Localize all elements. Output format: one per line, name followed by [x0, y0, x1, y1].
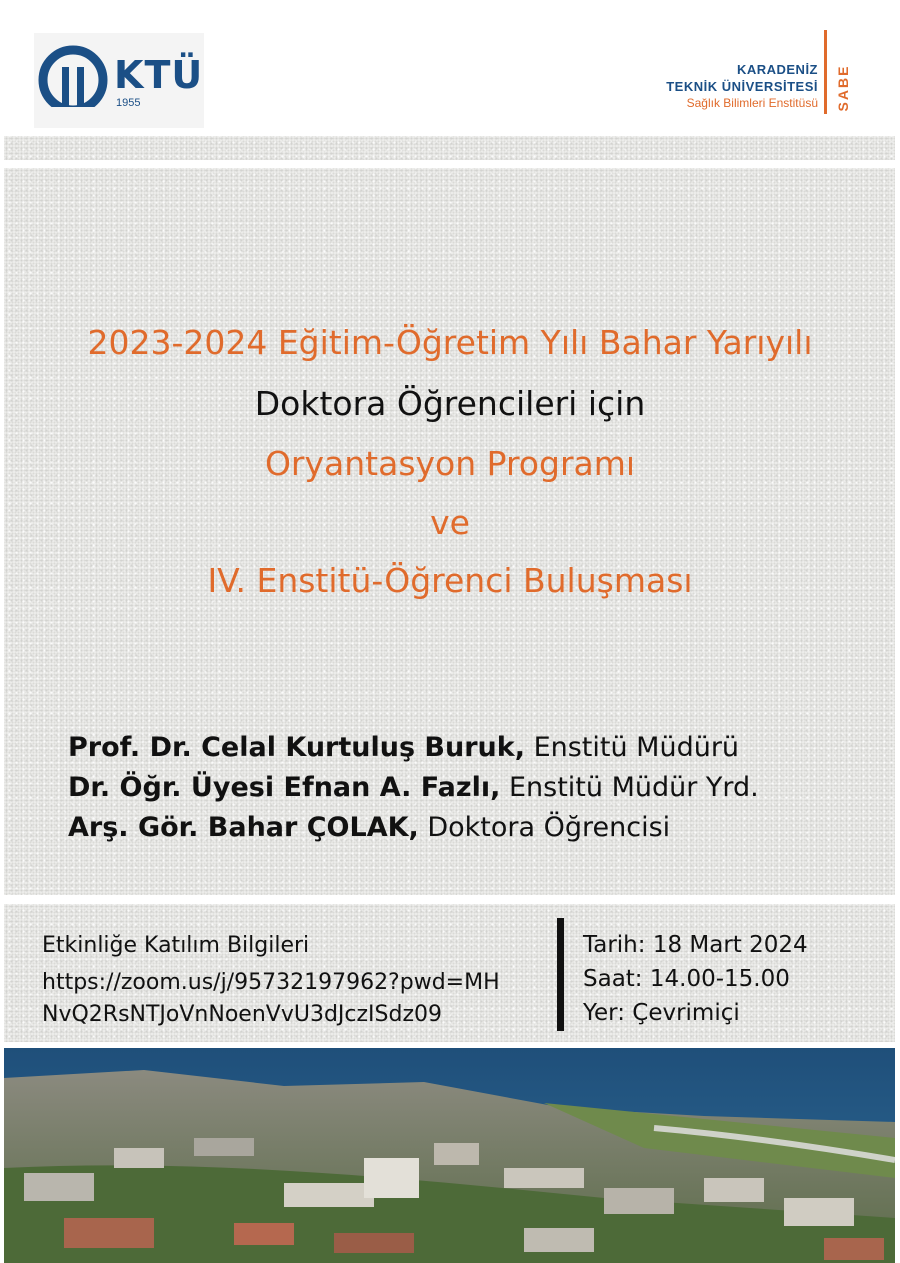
speaker-name: Dr. Öğr. Üyesi Efnan A. Fazlı,	[68, 772, 501, 803]
institute-line1: KARADENİZ	[736, 62, 818, 77]
speaker-name: Prof. Dr. Celal Kurtuluş Buruk,	[68, 732, 525, 763]
date-label: Tarih:	[583, 932, 646, 958]
time-value: 14.00-15.00	[642, 966, 790, 992]
event-date	[583, 932, 808, 958]
zoom-link-line2[interactable]: NvQ2RsNTJoVnNoenVvU3dJczISdz09	[42, 1002, 442, 1027]
institute-line3: Sağlık Bilimleri Enstitüsü	[686, 96, 818, 110]
institute-abbr: SABE	[835, 64, 851, 112]
event-title-line3: Oryantasyon Programı	[264, 444, 636, 483]
speaker-role: Enstitü Müdür Yrd.	[500, 772, 759, 803]
logo-year: 1955	[116, 97, 141, 109]
logo-text: KTÜ	[114, 53, 204, 97]
institute-name	[666, 62, 818, 110]
event-time	[583, 966, 790, 992]
event-title-line5: IV. Enstitü-Öğrenci Buluşması	[207, 561, 693, 600]
participation-heading: Etkinliğe Katılım Bilgileri	[42, 933, 310, 958]
event-title-line2: Doktora Öğrencileri için	[254, 384, 646, 423]
speaker-3	[68, 812, 670, 843]
ktu-emblem-icon	[38, 45, 108, 115]
speaker-role: Doktora Öğrencisi	[418, 812, 671, 843]
zoom-link-line1[interactable]: https://zoom.us/j/95732197962?pwd=MH	[42, 970, 500, 995]
page-header	[0, 0, 900, 135]
campus-photo-illustration	[4, 1048, 895, 1263]
institute-line2: TEKNİK ÜNİVERSİTESİ	[666, 79, 818, 94]
texture-strip	[4, 136, 895, 160]
speaker-2	[68, 772, 759, 803]
speaker-1	[68, 732, 739, 763]
campus-aerial-photo	[4, 1048, 895, 1263]
header-divider	[824, 30, 827, 114]
time-label: Saat:	[583, 966, 643, 992]
event-title-line1: 2023-2024 Eğitim-Öğretim Yılı Bahar Yarıyılı	[87, 323, 813, 362]
institute-abbr-badge	[834, 62, 852, 114]
event-title-line4: ve	[430, 503, 470, 542]
date-value: 18 Mart 2024	[645, 932, 808, 958]
speaker-role: Enstitü Müdürü	[524, 732, 740, 763]
place-value: Çevrimiçi	[624, 1000, 740, 1026]
place-label: Yer:	[583, 1000, 625, 1026]
ktu-logo	[34, 33, 204, 128]
event-place	[583, 1000, 740, 1026]
speaker-name: Arş. Gör. Bahar ÇOLAK,	[68, 812, 419, 843]
info-divider	[557, 918, 564, 1031]
